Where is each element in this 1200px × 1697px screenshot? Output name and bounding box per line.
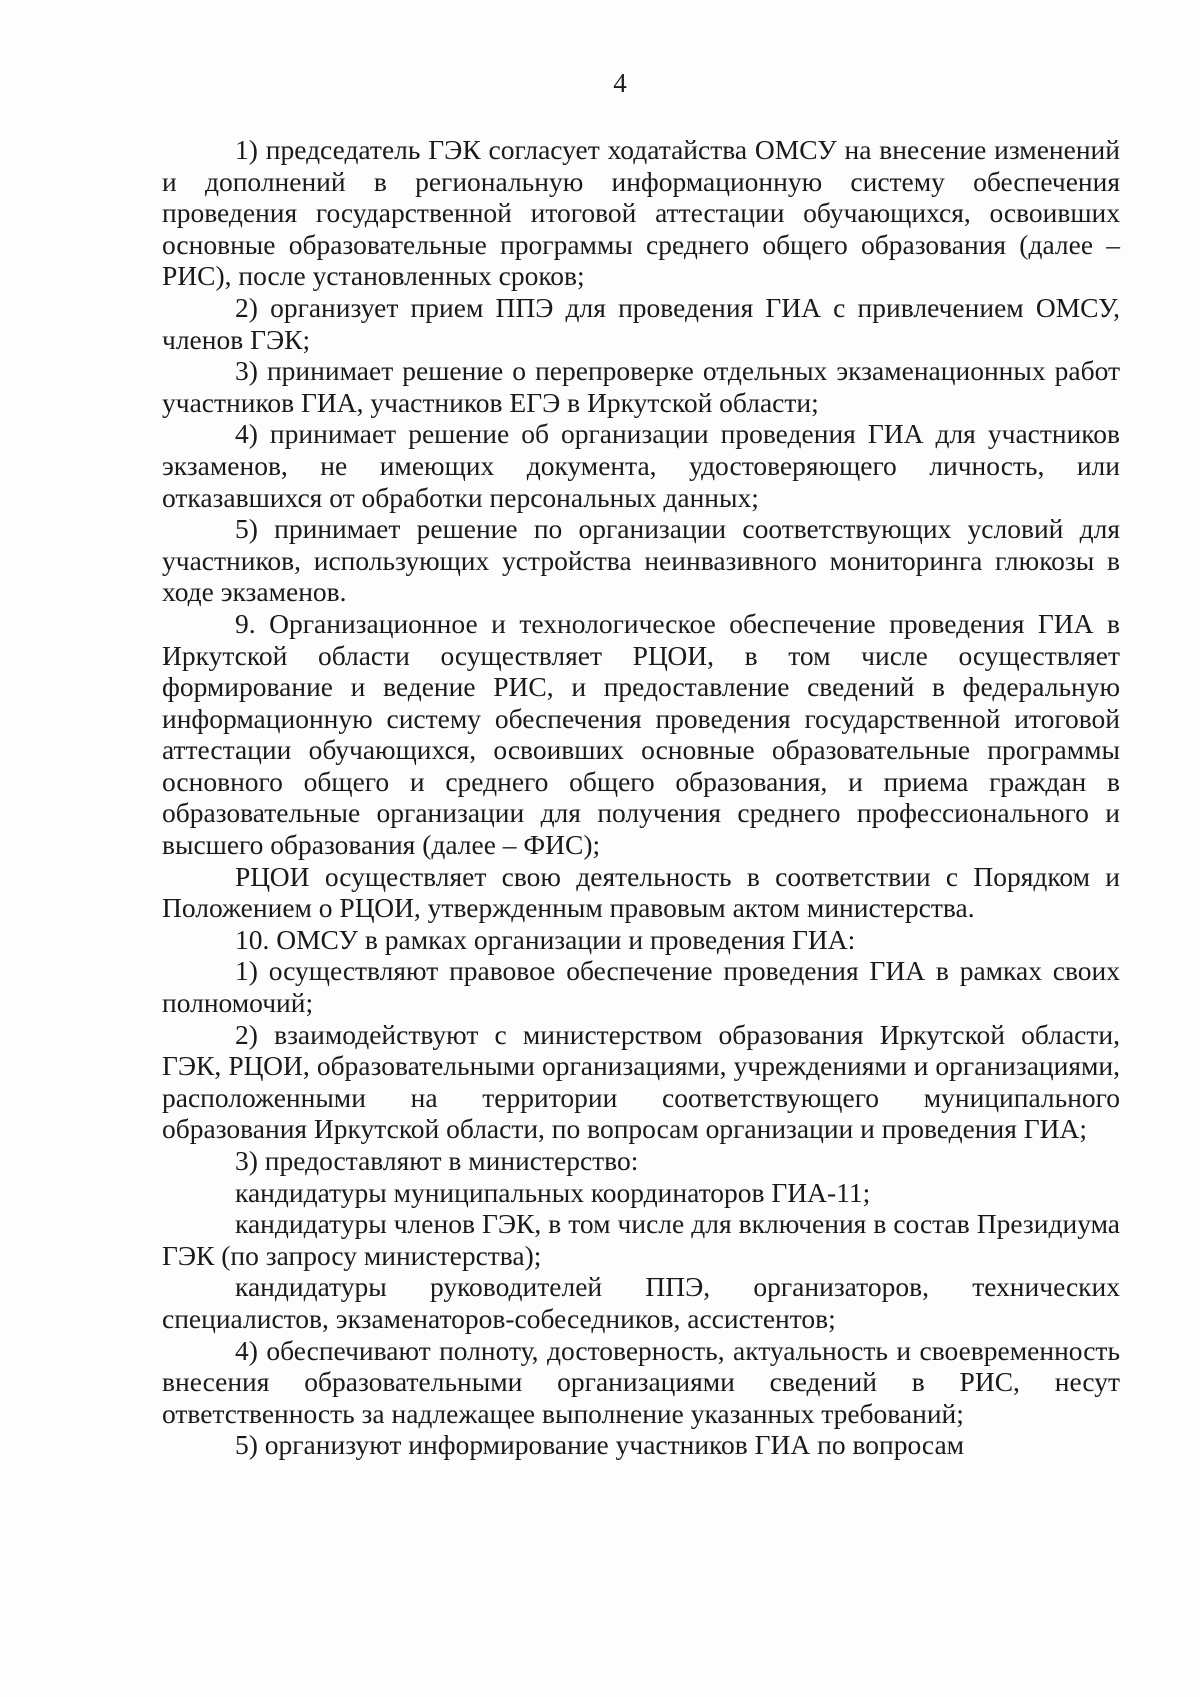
paragraph-10: 2) взаимодействуют с министерством образования Иркутской области, ГЭК, РЦОИ, образовательными организациями, учреждениями и организациями, расположенными на территории соответствующего муниципального образования Иркутской области, по вопросам организации и проведения ГИА; [162,1018,1120,1145]
paragraph-3: 3) принимает решение о перепроверке отдельных экзаменационных работ участников ГИА, участников ЕГЭ в Иркутской области; [162,355,1120,418]
paragraph-5: 5) принимает решение по организации соответствующих условий для участников, использующих устройства неинвазивного мониторинга глюкозы в ходе экзаменов. [162,513,1120,608]
paragraph-1: 1) председатель ГЭК согласует ходатайства ОМСУ на внесение изменений и дополнений в региональную информационную систему обеспечения проведения государственной итоговой аттестации обучающихся, освоивших основные образовательные программы среднего общего образования (далее – РИС), после установленных сроков; [162,134,1120,292]
paragraph-2: 2) организует прием ППЭ для проведения ГИА с привлечением ОМСУ, членов ГЭК; [162,291,1120,355]
document-body [162,134,1120,1461]
paragraph-15: 4) обеспечивают полноту, достоверность, актуальность и своевременность внесения образовательными организациями сведений в РИС, несут ответственность за надлежащее выполнение указанных требований; [162,1334,1120,1429]
paragraph-11: 3) предоставляют в министерство: [235,1145,639,1176]
paragraph-13: кандидатуры членов ГЭК, в том числе для включения в состав Президиума ГЭК (по запросу министерства); [162,1208,1120,1271]
paragraph-12: кандидатуры муниципальных координаторов ГИА-11; [235,1176,871,1208]
paragraph-4: 4) принимает решение об организации проведения ГИА для участников экзаменов, не имеющих документа, удостоверяющего личность, или отказавшихся от обработки персональных данных; [162,418,1120,513]
paragraph-16: 5) организуют информирование участников ГИА по вопросам [235,1429,965,1461]
page-number: 4 [613,68,627,98]
paragraph-7: РЦОИ осуществляет свою деятельность в соответствии с Порядком и Положением о РЦОИ, утвержденным правовым актом министерства. [162,860,1120,924]
paragraph-6: 9. Организационное и технологическое обеспечение проведения ГИА в Иркутской области осуществляет РЦОИ, в том числе осуществляет формирование и ведение РИС, и предоставление сведений в федеральную информационную систему обеспечения проведения государственной итоговой аттестации обучающихся, освоивших основные образовательные программы основного общего и среднего общего образования, и приема граждан в образовательные организации для получения среднего профессионального и высшего образования (далее – ФИС); [162,607,1120,861]
paragraph-14: кандидатуры руководителей ППЭ, организаторов, технических специалистов, экзаменаторов-собеседников, ассистентов; [162,1271,1120,1334]
paragraph-8: 10. ОМСУ в рамках организации и проведения ГИА: [235,923,856,955]
paragraph-9: 1) осуществляют правовое обеспечение проведения ГИА в рамках своих полномочий; [162,955,1120,1019]
